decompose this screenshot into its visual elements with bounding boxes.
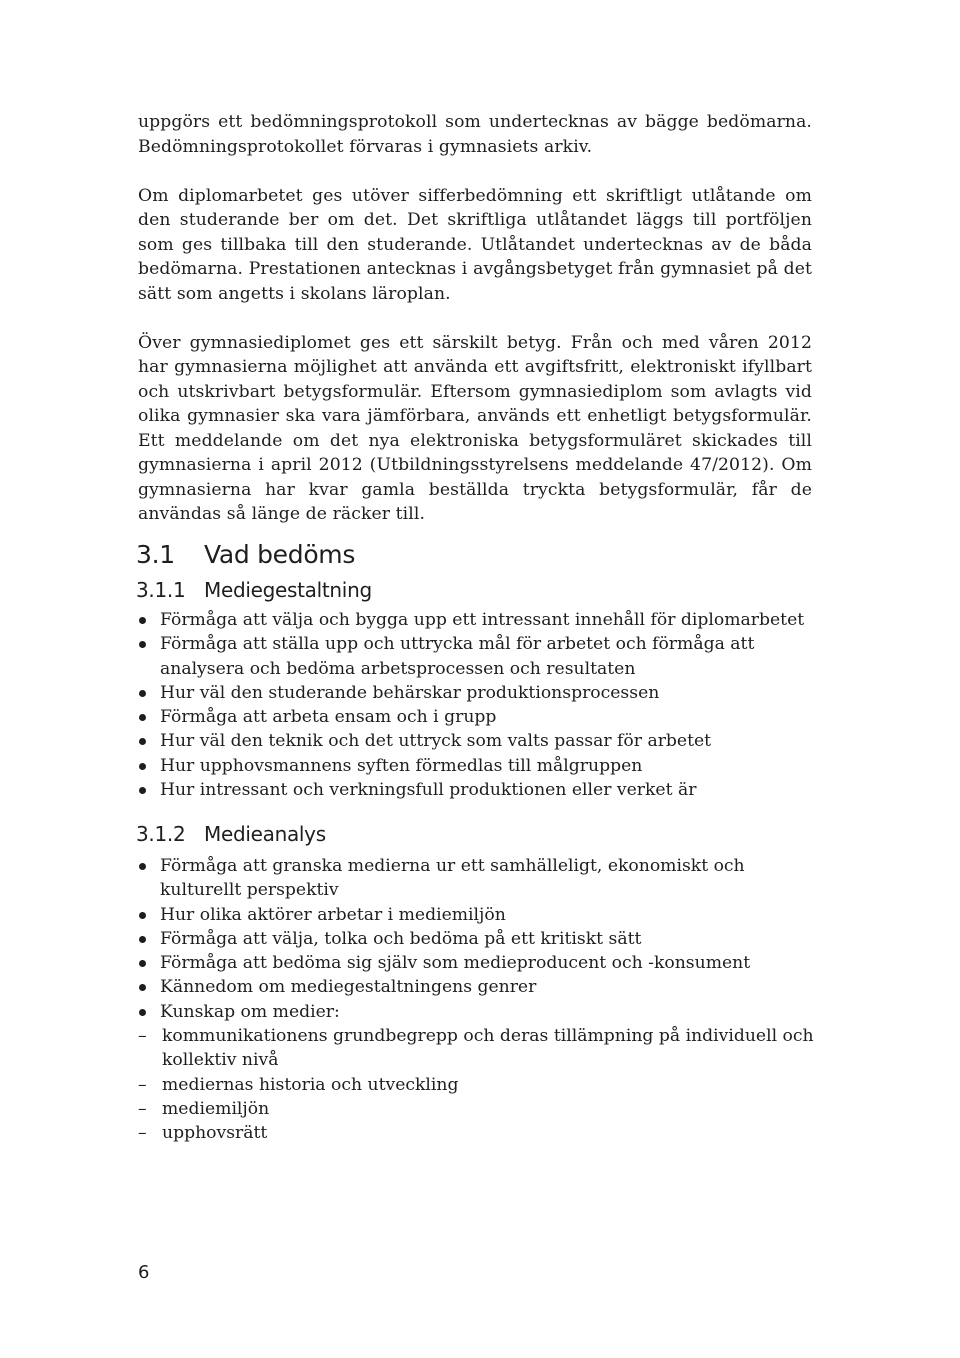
subsection-number: 3.1.1 <box>136 578 186 602</box>
page-number: 6 <box>138 1262 150 1283</box>
list-item: Kännedom om mediegestaltningens genrer <box>138 975 818 999</box>
dash-list <box>138 1024 818 1145</box>
dash-icon: – <box>138 1026 147 1047</box>
bullet-icon <box>139 960 146 967</box>
list-item: Förmåga att arbeta ensam och i grupp <box>138 705 818 729</box>
bullet-icon <box>139 617 146 624</box>
paragraph: Om diplomarbetet ges utöver sifferbedömning ett skriftligt utlåtande om den studerande ber om det. Det skriftliga utlåtandet läggs till portföljen som ges tillbaka till den studerande. Utlåtandet undertecknas av de båda bedömarna. Prestationen antecknas i avgångsbetyget från gymnasiet på det sätt som angetts i skolans läroplan. <box>138 185 812 304</box>
list-item: Förmåga att välja och bygga upp ett intressant innehåll för diplomarbetet <box>138 608 818 632</box>
bullet-list <box>138 854 818 1146</box>
dash-list-item: – kommunikationens grundbegrepp och deras tillämpning på individuell och kollektiv nivå <box>138 1026 814 1071</box>
bullet-icon <box>139 1009 146 1016</box>
body-text <box>138 110 812 551</box>
list-item: Hur upphovsmannens syften förmedlas till målgruppen <box>138 754 818 778</box>
dash-list-item: – mediernas historia och utveckling <box>138 1073 818 1097</box>
bullet-list <box>138 608 818 802</box>
dash-list-item: – upphovsrätt <box>138 1121 818 1145</box>
list-item: Förmåga att granska medierna ur ett samhälleligt, ekonomiskt och kulturellt perspektiv <box>138 854 818 903</box>
list-item: Hur väl den teknik och det uttryck som valts passar för arbetet <box>138 729 818 753</box>
paragraph: uppgörs ett bedömningsprotokoll som undertecknas av bägge bedömarna. Bedömningsprotokollet förvaras i gymnasiets arkiv. <box>138 112 812 157</box>
list-item: Kunskap om medier: – kommunikationens grundbegrepp och deras tillämpning på individuell och kollektiv nivå – mediernas historia och utveckling – mediemiljön – upphovsrätt <box>138 1000 818 1146</box>
subsection-number: 3.1.2 <box>136 822 186 846</box>
subsection-title: Medieanalys <box>204 822 326 846</box>
bullet-icon <box>139 984 146 991</box>
paragraph: Över gymnasiediplomet ges ett särskilt betyg. Från och med våren 2012 har gymnasierna möjlighet att använda ett avgiftsfritt, elektroniskt ifyllbart och utskrivbart betygsformulär. Eftersom gymnasiediplom som avlagts vid olika gymnasier ska vara jämförbara, används ett enhetligt betygsformulär. Ett meddelande om det nya elektroniska betygsformuläret skickades till gymnasierna i april 2012 (Utbildningsstyrelsens meddelande 47/2012). Om gymnasierna har kvar gamla beställda tryckta betygsformulär, får de användas så länge de räcker till. <box>138 332 812 524</box>
list-item: Hur intressant och verkningsfull produktionen eller verket är <box>138 778 818 802</box>
section-number: 3.1 <box>136 540 175 569</box>
bullet-icon <box>139 787 146 794</box>
list-item: Förmåga att välja, tolka och bedöma på ett kritiskt sätt <box>138 927 818 951</box>
bullet-icon <box>139 714 146 721</box>
list-item: Hur väl den studerande behärskar produktionsprocessen <box>138 681 818 705</box>
bullet-icon <box>139 738 146 745</box>
dash-list-item: – mediemiljön <box>138 1097 818 1121</box>
bullet-icon <box>139 863 146 870</box>
section-title: Vad bedöms <box>204 540 356 569</box>
dash-icon: – <box>138 1123 147 1144</box>
bullet-icon <box>139 641 146 648</box>
subsection-title: Mediegestaltning <box>204 578 372 602</box>
dash-icon: – <box>138 1074 147 1095</box>
subsection-heading <box>136 578 372 602</box>
list-item: Hur olika aktörer arbetar i mediemiljön <box>138 903 818 927</box>
section-heading <box>136 540 355 569</box>
bullet-icon <box>139 912 146 919</box>
list-item: Förmåga att ställa upp och uttrycka mål för arbetet och förmåga att analysera och bedöma arbetsprocessen och resultaten <box>138 632 818 681</box>
bullet-icon <box>139 763 146 770</box>
subsection-heading <box>136 822 326 846</box>
bullet-icon <box>139 936 146 943</box>
bullet-icon <box>139 690 146 697</box>
list-item: Förmåga att bedöma sig själv som medieproducent och -konsument <box>138 951 818 975</box>
dash-icon: – <box>138 1098 147 1119</box>
